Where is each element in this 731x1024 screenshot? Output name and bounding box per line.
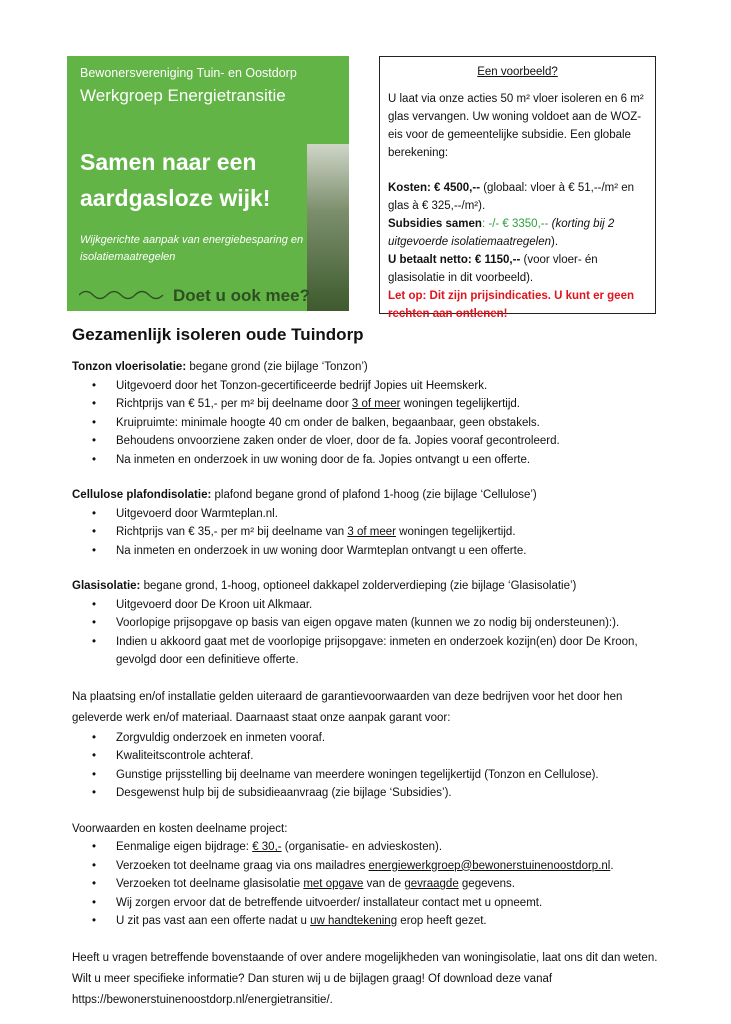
subsidy-line	[388, 215, 647, 251]
example-box	[379, 56, 656, 320]
list-item: • Na inmeten en onderzoek in uw woning door Warmteplan ontvangt u een offerte.	[116, 542, 672, 561]
cond-text: (organisatie- en advieskosten).	[281, 841, 443, 853]
wave-icon	[79, 288, 169, 302]
cost-line	[388, 179, 647, 215]
tonzon-heading	[72, 358, 672, 377]
subsidy-note: (korting bij 2 uitgevoerde isolatiemaatregelen	[388, 218, 615, 248]
guarantee-list	[72, 729, 672, 803]
price-underline: 3 of meer	[351, 398, 401, 410]
list-item	[116, 912, 672, 931]
cond-text: van de	[363, 878, 405, 890]
tonzon-list	[72, 377, 672, 470]
cond-text: U zit pas vast aan een offerte nadat u	[116, 915, 311, 927]
association-name: Bewonersvereniging Tuin- en Oostdorp	[80, 66, 297, 80]
subsidy-end: ).	[551, 236, 559, 248]
cond-text: Verzoeken tot deelname graag via ons mailadres	[116, 859, 369, 872]
list-item: • Voorlopige prijsopgave op basis van eigen opgave maten (kunnen we zo nodig bij ondersteunen):).	[116, 614, 672, 633]
net-line	[388, 251, 647, 287]
list-item: • Gunstige prijsstelling bij deelname van meerdere woningen tegelijkertijd (Tonzon en Cellulose).	[116, 766, 672, 785]
slogan: Samen naar een aardgasloze wijk!	[80, 149, 271, 211]
glas-label: Glasisolatie:	[72, 580, 141, 592]
guarantee-text: Na plaatsing en/of installatie gelden uiteraard de garantievoorwaarden van deze bedrijven voor het door hen geleverde werk en/of materiaal. Daarnaast staat onze aanpak garant voor:	[72, 690, 623, 724]
list-item	[116, 857, 672, 876]
list-item	[116, 523, 672, 542]
list-item: • Kwaliteitscontrole achteraf.	[116, 747, 672, 766]
example-intro: U laat via onze acties 50 m² vloer isoleren en 6 m² glas vervangen. Uw woning voldoet aan de WOZ-eis voor de gemeentelijke subsidie. Een globale berekening:	[388, 93, 644, 159]
closing-text: Heeft u vragen betreffende bovenstaande of over andere mogelijkheden van woningisolatie, laat ons dit dan weten. Wilt u meer specifieke informatie? Dan sturen wij u de bijlagen graag! Of download deze vanaf https://bewonerstuinenoostdorp.nl/energietransitie/.	[72, 951, 658, 1006]
conditions-list	[72, 838, 672, 931]
list-item: • Behoudens onvoorziene zaken onder de vloer, door de fa. Jopies vooraf gecontroleerd.	[116, 432, 672, 451]
conditions-heading: Voorwaarden en kosten deelname project:	[72, 822, 288, 835]
list-item: • Wij zorgen ervoor dat de betreffende uitvoerder/ installateur contact met u opneemt.	[116, 894, 672, 913]
list-item: • Zorgvuldig onderzoek en inmeten vooraf.	[116, 729, 672, 748]
list-item: • Indien u akkoord gaat met de voorlopige prijsopgave: inmeten en onderzoek kozijn(en) door De Kroon, gevolgd door een definitieve offerte.	[116, 633, 672, 670]
list-item: • Kruipruimte: minimale hoogte 40 cm onder de balken, begaanbaar, geen obstakels.	[116, 414, 672, 433]
campaign-banner	[67, 56, 349, 311]
cellulose-label: Cellulose plafondisolatie:	[72, 489, 212, 501]
list-item: • Na inmeten en onderzoek in uw woning door de fa. Jopies ontvangt u een offerte.	[116, 451, 672, 470]
glas-heading	[72, 577, 672, 596]
price-text: Richtprijs van € 51,- per m² bij deelname door	[116, 398, 352, 410]
list-item: • Uitgevoerd door het Tonzon-gecertificeerde bedrijf Jopies uit Heemskerk.	[116, 377, 672, 396]
glas-list	[72, 596, 672, 670]
list-item: • Desgewenst hulp bij de subsidieaanvraag (zie bijlage ‘Subsidies’).	[116, 784, 672, 803]
glas-desc: begane grond, 1-hoog, optioneel dakkapel zolderverdieping (zie bijlage ‘Glasisolatie’)	[140, 580, 577, 592]
cost-label: Kosten: € 4500,--	[388, 182, 481, 194]
price-text: woningen tegelijkertijd.	[400, 398, 520, 410]
cellulose-list	[72, 505, 672, 561]
call-to-action: Doet u ook mee?	[173, 286, 310, 305]
cond-underline: € 30,-	[252, 841, 282, 853]
cellulose-desc: plafond begane grond of plafond 1-hoog (zie bijlage ‘Cellulose’)	[211, 489, 537, 501]
price-underline: 3 of meer	[347, 526, 396, 538]
cond-text: Eenmalige eigen bijdrage:	[116, 841, 253, 853]
cond-text: gegevens.	[458, 878, 515, 890]
cond-underline: met opgave	[303, 878, 364, 890]
list-item: • Uitgevoerd door Warmteplan.nl.	[116, 505, 672, 524]
example-heading: Een voorbeeld?	[477, 66, 558, 78]
price-text: woningen tegelijkertijd.	[395, 526, 516, 538]
cond-text: Verzoeken tot deelname glasisolatie	[116, 878, 304, 890]
list-item	[116, 838, 672, 857]
subsidy-label: Subsidies samen	[388, 218, 482, 230]
price-warning: Let op: Dit zijn prijsindicaties. U kunt er geen rechten aan ontlenen!	[388, 290, 635, 320]
page-title: Gezamenlijk isoleren oude Tuindorp	[72, 325, 364, 344]
cellulose-heading	[72, 486, 672, 505]
cost-detail: (globaal: vloer à € 51,--/m² en glas à € 325,--/m²).	[388, 182, 635, 212]
cond-underline: uw handtekening	[310, 915, 398, 927]
tonzon-desc: begane grond (zie bijlage ‘Tonzon’)	[186, 361, 368, 373]
subsidy-value: : -/- € 3350,--	[481, 218, 549, 230]
list-item: • Uitgevoerd door De Kroon uit Alkmaar.	[116, 596, 672, 615]
cond-text: .	[610, 859, 614, 872]
email-link[interactable]: energiewerkgroep@bewonerstuinenoostdorp.nl	[368, 859, 611, 872]
cond-text: erop heeft gezet.	[397, 915, 487, 927]
list-item	[116, 395, 672, 414]
price-text: Richtprijs van € 35,- per m² bij deelname van	[116, 526, 348, 538]
workgroup-name: Werkgroep Energietransitie	[80, 86, 286, 105]
document-body	[72, 323, 672, 1011]
banner-subtitle: Wijkgerichte aanpak van energiebesparing en isolatiemaatregelen	[80, 234, 304, 263]
tonzon-label: Tonzon vloerisolatie:	[72, 361, 187, 373]
net-label: U betaalt netto: € 1150,--	[388, 254, 521, 266]
net-detail: (voor vloer- én glasisolatie in dit voorbeeld).	[388, 254, 598, 284]
list-item	[116, 875, 672, 894]
cond-underline: gevraagde	[404, 878, 459, 890]
